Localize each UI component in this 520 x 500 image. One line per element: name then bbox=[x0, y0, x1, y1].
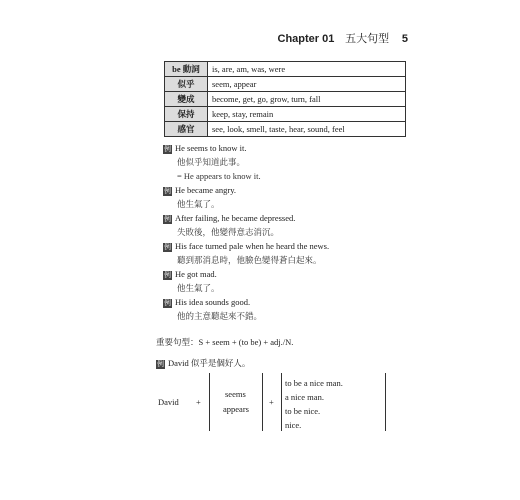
example-chinese: 他生氣了。 bbox=[177, 199, 220, 209]
example-english: His idea sounds good. bbox=[175, 297, 251, 307]
example-english: He seems to know it. bbox=[175, 143, 247, 153]
page-header bbox=[278, 30, 408, 46]
complement-option: to be a nice man. bbox=[285, 378, 343, 388]
example-icon: 例 bbox=[164, 270, 171, 279]
verbs-cell: is, are, am, was, were bbox=[208, 62, 406, 77]
example-alt: = He appears to know it. bbox=[177, 171, 261, 181]
example-chinese: 他的主意聽起來不錯。 bbox=[177, 311, 263, 321]
example-icon: 例 bbox=[164, 242, 171, 251]
example-item bbox=[163, 183, 329, 211]
example-english: His face turned pale when he heard the news. bbox=[175, 241, 330, 251]
example-chinese: 失敗後，他變得意志消沉。 bbox=[177, 227, 280, 237]
example-item bbox=[163, 267, 329, 295]
verbs-cell: become, get, go, grow, turn, fall bbox=[208, 92, 406, 107]
verb-option: appears bbox=[223, 404, 249, 414]
table-row bbox=[165, 92, 406, 107]
example-icon: 例 bbox=[157, 359, 164, 368]
table-row bbox=[165, 122, 406, 137]
page-number: 5 bbox=[401, 33, 408, 45]
linking-verb-table bbox=[164, 61, 406, 137]
divider-line bbox=[281, 373, 282, 431]
complement-option: a nice man. bbox=[285, 392, 324, 402]
example-item bbox=[156, 357, 250, 369]
sentence-pattern-diagram bbox=[157, 373, 397, 433]
example-chinese: 他生氣了。 bbox=[177, 283, 220, 293]
category-cell: 似乎 bbox=[165, 77, 208, 92]
verb-option: seems bbox=[225, 389, 246, 399]
example-english: He got mad. bbox=[175, 269, 217, 279]
category-cell: 變成 bbox=[165, 92, 208, 107]
category-cell: 感官 bbox=[165, 122, 208, 137]
complement-list bbox=[285, 376, 343, 432]
subject-word: David bbox=[158, 397, 179, 407]
complement-option: to be nice. bbox=[285, 406, 321, 416]
example-item bbox=[163, 141, 329, 183]
chapter-title: 五大句型 bbox=[345, 33, 390, 45]
plus-sign: + bbox=[269, 397, 274, 407]
table-row bbox=[165, 77, 406, 92]
category-cell: be 動詞 bbox=[165, 62, 208, 77]
divider-line bbox=[209, 373, 210, 431]
table-row bbox=[165, 107, 406, 122]
example-english: After failing, he became depressed. bbox=[175, 213, 296, 223]
table-row bbox=[165, 62, 406, 77]
example-icon: 例 bbox=[164, 298, 171, 307]
verbs-cell: seem, appear bbox=[208, 77, 406, 92]
complement-option: nice. bbox=[285, 420, 302, 430]
example-chinese: 聽到那消息時，他臉色變得蒼白起來。 bbox=[177, 255, 322, 265]
verbs-cell: see, look, smell, taste, hear, sound, feel bbox=[208, 122, 406, 137]
key-pattern: 重要句型：S + seem + (to be) + adj./N. bbox=[156, 337, 294, 347]
example-item bbox=[163, 211, 329, 239]
example-chinese: 他似乎知道此事。 bbox=[177, 157, 246, 167]
example-item bbox=[163, 239, 329, 267]
chapter-label: Chapter 01 bbox=[277, 33, 335, 45]
example-icon: 例 bbox=[164, 186, 171, 195]
divider-line bbox=[262, 373, 263, 431]
example-list bbox=[163, 141, 329, 323]
example-icon: 例 bbox=[164, 144, 171, 153]
example-english: He became angry. bbox=[175, 185, 237, 195]
example-item bbox=[163, 295, 329, 323]
plus-sign: + bbox=[196, 397, 201, 407]
divider-line bbox=[385, 373, 386, 431]
category-cell: 保持 bbox=[165, 107, 208, 122]
example-icon: 例 bbox=[164, 214, 171, 223]
verbs-cell: keep, stay, remain bbox=[208, 107, 406, 122]
example-chinese: David 似乎是個好人。 bbox=[168, 358, 251, 368]
